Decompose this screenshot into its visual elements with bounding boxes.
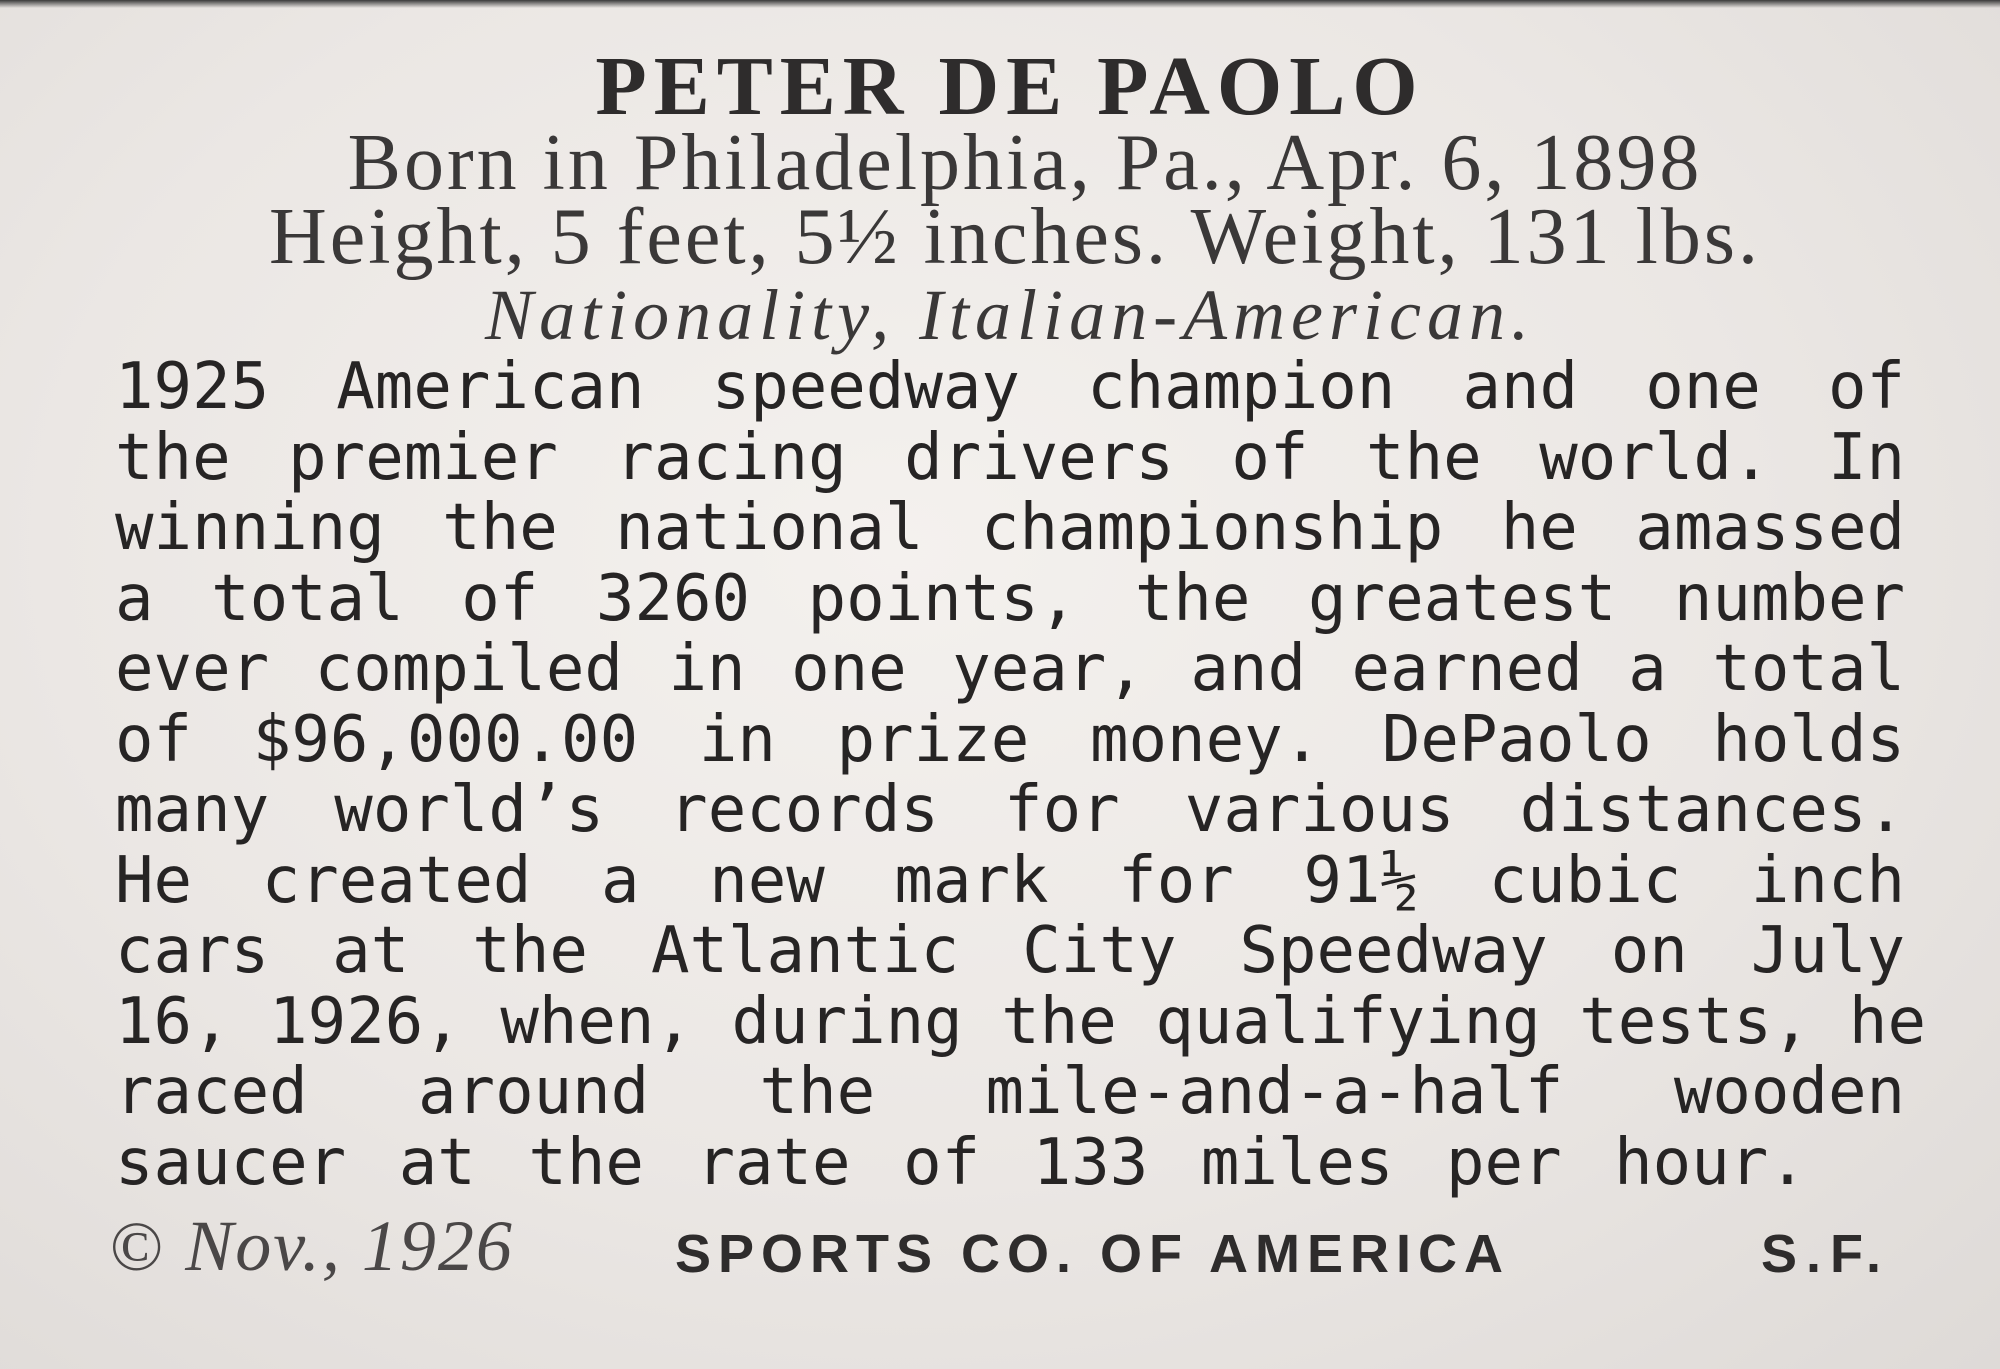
nationality: Nationality, Italian-American.	[485, 275, 1535, 355]
bio-line: many world’s records for various distances.	[115, 773, 1905, 847]
bio-line: 16, 1926, when, during the qualifying tests, he	[115, 984, 1926, 1059]
card-footer	[110, 1205, 1900, 1295]
bio-line: He created a new mark for 91½ cubic inch	[115, 843, 1905, 918]
birth-info: Born in Philadelphia, Pa., Apr. 6, 1898	[347, 119, 1703, 207]
bio-line: a total of 3260 points, the greatest number	[115, 561, 1905, 636]
bio-line: winning the national championship he amassed	[115, 491, 1905, 565]
bio-line: saucer at the rate of 133 miles per hour.	[115, 1125, 1807, 1200]
bio-line: the premier racing drivers of the world. In	[115, 420, 1905, 495]
top-edge-shadow	[0, 0, 2000, 8]
copyright-notice	[110, 1205, 514, 1288]
bio-line: of $96,000.00 in prize money. DePaolo holds	[115, 702, 1905, 777]
bio-line: 1925 American speedway champion and one of	[115, 350, 1905, 424]
bio-line: ever compiled in one year, and earned a total	[115, 632, 1905, 706]
bio-line: raced around the mile-and-a-half wooden	[115, 1055, 1905, 1129]
height-weight: Height, 5 feet, 5½ inches. Weight, 131 lbs.	[269, 193, 1761, 281]
player-name: PETER DE PAOLO	[595, 40, 1425, 133]
copyright-date: Nov., 1926	[185, 1206, 514, 1286]
publisher-city: S.F.	[1760, 1224, 1890, 1284]
bio-line: cars at the Atlantic City Speedway on July	[115, 914, 1905, 988]
copyright-symbol: ©	[110, 1209, 166, 1286]
biography-text	[115, 350, 1926, 1200]
publisher-name: SPORTS CO. OF AMERICA	[675, 1224, 1511, 1284]
